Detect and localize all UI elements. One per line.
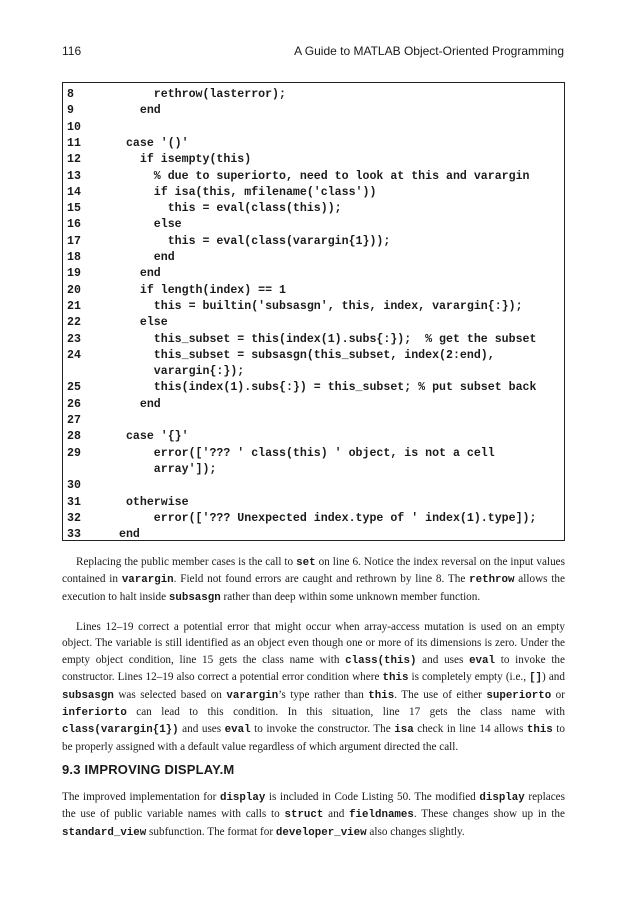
code-term: subsasgn bbox=[62, 689, 114, 702]
line-number: 21 bbox=[67, 299, 81, 313]
running-title: A Guide to MATLAB Object-Oriented Programming bbox=[294, 44, 564, 58]
line-number: 32 bbox=[67, 511, 81, 525]
code-term: this bbox=[368, 689, 395, 702]
line-number: 19 bbox=[67, 267, 81, 281]
code-text: this(index(1).subs{:}) = this_subset; % put subset back bbox=[119, 381, 537, 395]
line-number: 28 bbox=[67, 430, 81, 444]
code-text: end bbox=[119, 528, 140, 542]
section-heading: 9.3 IMPROVING DISPLAY.M bbox=[62, 762, 235, 777]
code-term: display bbox=[479, 792, 525, 804]
line-number: 14 bbox=[67, 185, 81, 199]
line-number: 9 bbox=[67, 104, 74, 118]
line-number: 30 bbox=[67, 479, 81, 493]
code-term: display bbox=[219, 792, 266, 804]
line-number: 11 bbox=[67, 136, 81, 150]
code-text: this_subset = subsasgn(this_subset, index(2:end), bbox=[119, 348, 495, 362]
code-term: isa bbox=[394, 724, 414, 737]
line-number: 13 bbox=[67, 169, 81, 183]
line-number: 24 bbox=[67, 348, 81, 362]
code-text: varargin{:}); bbox=[119, 365, 245, 379]
line-number: 16 bbox=[67, 218, 81, 232]
line-number: 8 bbox=[67, 88, 74, 101]
code-text: % due to superiorto, need to look at this and varargin bbox=[119, 169, 530, 183]
code-term: this bbox=[526, 724, 553, 737]
line-number: 17 bbox=[67, 234, 81, 248]
line-number: 23 bbox=[67, 332, 81, 346]
code-term: subsasgn bbox=[168, 591, 221, 604]
code-term: inferiorto bbox=[62, 707, 127, 720]
code-term: eval bbox=[224, 724, 251, 737]
code-term: [] bbox=[529, 672, 543, 685]
code-term: developer_view bbox=[275, 826, 367, 839]
code-text: if length(index) == 1 bbox=[119, 283, 286, 297]
line-number: 10 bbox=[67, 120, 81, 134]
code-term: varargin bbox=[226, 689, 279, 702]
line-number: 26 bbox=[67, 397, 81, 411]
code-term: set bbox=[296, 557, 316, 569]
code-text: array']); bbox=[119, 462, 217, 476]
line-number: 25 bbox=[67, 381, 81, 395]
code-text: end bbox=[119, 267, 161, 281]
line-number: 27 bbox=[67, 414, 81, 427]
code-term: this bbox=[382, 672, 409, 685]
code-term: fieldnames bbox=[349, 809, 414, 822]
line-number: 12 bbox=[67, 153, 81, 167]
code-term: varargin bbox=[121, 574, 174, 587]
code-term: class(varargin{1}) bbox=[62, 724, 179, 737]
line-number: 15 bbox=[67, 202, 81, 216]
page-header bbox=[62, 44, 564, 62]
line-number: 33 bbox=[67, 528, 81, 542]
paragraph-2: Lines 12–19 correct a potential error that might occur when array-access mutation is used on an empty object. The variable is still identified as an object even though one or more of its dimensions is zero. Under the empty object condition, line 15 gets the class name with class(this) and uses eval to invoke the constructor. Lines 12–19 also correct a potential error condition where this is completely empty (i.e., []) and subsasgn was selected based on varargin’s type rather than this. The use of either superiorto or inferiorto can lead to this condition. In this situation, line 17 gets the class name with class(varargin{1}) and uses eval to invoke the constructor. The isa check in line 14 allows this to be properly assigned with a default value regardless of which argument directed the call. bbox=[62, 621, 566, 753]
code-term: eval bbox=[469, 654, 495, 667]
code-text: error(['??? ' class(this) ' object, is not a cell bbox=[119, 446, 495, 460]
page-number: 116 bbox=[62, 44, 82, 58]
code-text: end bbox=[119, 104, 161, 118]
line-number: 31 bbox=[67, 495, 81, 509]
code-term: struct bbox=[284, 809, 324, 822]
code-text: if isempty(this) bbox=[119, 153, 252, 167]
code-term: superiorto bbox=[486, 689, 552, 702]
code-text: rethrow(lasterror); bbox=[119, 88, 286, 101]
code-text: otherwise bbox=[119, 495, 189, 509]
code-text: this = builtin('subsasgn', this, index, varargin{:}); bbox=[119, 299, 523, 313]
code-text: case '{}' bbox=[119, 430, 189, 444]
code-term: class(this) bbox=[345, 654, 417, 667]
code-text: this = eval(class(varargin{1})); bbox=[119, 234, 391, 248]
code-text: this = eval(class(this)); bbox=[119, 202, 342, 216]
code-text: end bbox=[119, 251, 175, 264]
code-term: rethrow bbox=[469, 574, 515, 587]
code-term: standard_view bbox=[62, 826, 147, 839]
code-text: this_subset = this(index(1).subs{:}); % get the subset bbox=[119, 332, 537, 346]
code-listing bbox=[62, 82, 565, 541]
code-text: error(['??? Unexpected index.type of ' index(1).type]); bbox=[119, 511, 537, 525]
line-number: 18 bbox=[67, 251, 81, 264]
code-text: if isa(this, mfilename('class')) bbox=[119, 185, 377, 199]
code-text: case '()' bbox=[119, 136, 189, 150]
paragraph-3: The improved implementation for display is included in Code Listing 50. The modified display replaces the use of public variable names with calls to struct and fieldnames. These changes show up in the standard_view subfunction. The format for developer_view also changes slightly. bbox=[62, 791, 565, 839]
code-text: else bbox=[119, 316, 168, 330]
line-number: 22 bbox=[67, 316, 81, 330]
code-text: else bbox=[119, 218, 182, 232]
paragraph-1: Replacing the public member cases is the call to set on line 6. Notice the index reversal on the input values contained in varargin. Field not found errors are caught and rethrown by line 8. The rethrow allows the execution to halt inside subsasgn rather than deep within some unknown member function. bbox=[62, 556, 565, 604]
line-number: 29 bbox=[67, 446, 81, 460]
code-text: end bbox=[119, 397, 161, 411]
line-number: 20 bbox=[67, 283, 81, 297]
